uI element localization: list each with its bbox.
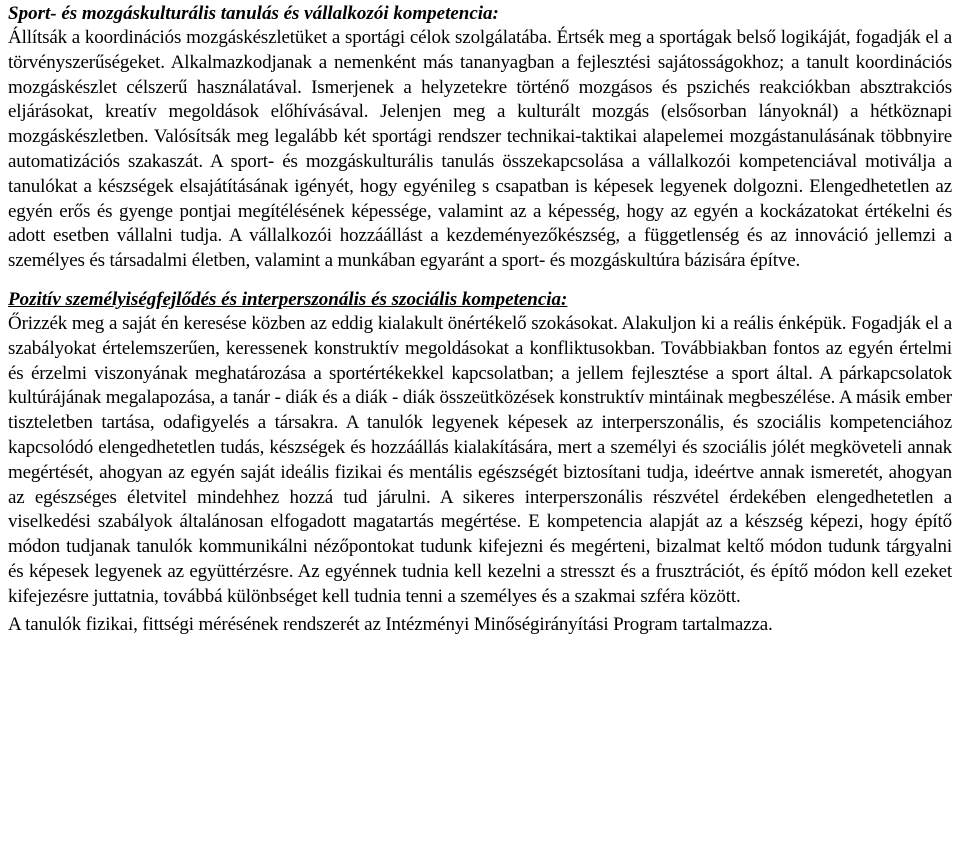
section-heading-personality: Pozitív személyiségfejlődés és interperszonális és szociális kompetencia: [8, 288, 568, 310]
section-heading-sport: Sport- és mozgáskulturális tanulás és vállalkozói kompetencia: [8, 3, 499, 24]
section-spacer [8, 274, 952, 288]
section-paragraph-sport: Állítsák a koordinációs mozgáskészletüket a sportági célok szolgálatába. Értsék meg a sportágak belső logikáját, fogadják el a törvényszerűségeket. Alkalmazkodjanak a nemenként más tananyagban a fejlesztési sajátosságokhoz; a tanult koordinációs mozgáskészlet célszerű használatával. Ismerjenek a helyzetekre történő mozgásos és pszichés reakciókban absztrakciós eljárásokat, kreatív megoldások előhívásával. Jelenjen meg a kulturált mozgás (elsősorban lányoknál) a hétköznapi mozgáskészletben. Valósítsák meg legalább két sportági rendszer technikai-taktikai alapelemei mozgástanulásának többnyire automatizációs szakaszát. A sport- és mozgáskulturális tanulás összekapcsolása a vállalkozói kompetenciával motiválja a tanulókat a készségek elsajátításának igényét, hogy egyénileg s csapatban is képesek legyenek dolgozni. Elengedhetetlen az egyén erős és gyenge pontjai megítélésének képessége, valamint az a képesség, hogy az egyén a kockázatokat értékelni és adott esetben vállalni tudja. A vállalkozói hozzáállást a kezdeményezőkészség, a függetlenség és az innováció jellemzi a személyes és társadalmi életben, valamint a munkában egyaránt a sport- és mozgáskultúra bázisára építve. [8, 27, 952, 272]
closing-paragraph: A tanulók fizikai, fittségi mérésének rendszerét az Intézményi Minőségirányítási Program tartalmazza. [8, 613, 773, 635]
section-paragraph-personality: Őrizzék meg a saját én keresése közben az eddig kialakult önértékelő szokásokat. Alakuljon ki a reális énképük. Fogadják el a szabályokat értelemszerűen, keressenek konstruktív megoldásokat a konfliktusokban. Továbbiakban fontos az egyén értelmi és érzelmi viszonyának meghatározása a sportértékekkel kapcsolatban; a jellem fejlesztése a sport által. A párkapcsolatok kultúrájának megalapozása, a tanár - diák és a diák - diák összeütközések konstruktív mintáinak megbeszélése. A másik ember tiszteletben tartása, odafigyelés a társakra. A tanulók legyenek képesek az interperszonális, és szociális kompetenciához kapcsolódó elengedhetetlen tudás, készségek és hozzáállás kialakítására, mert a személyi és szociális jólét megköveteli annak megértését, ahogyan az egyén saját ideális fizikai és mentális egészségét biztosítani tudja, ideértve annak ismeretét, ahogyan az egészséges életvitel mindehhez hozzá tud járulni. A sikeres interperszonális részvétel érdekében elengedhetetlen a viselkedési szabályok általánosan elfogadott magatartás megértése. E kompetencia alapját az a készség képezi, hogy építő módon tudjanak tanulók kommunikálni nézőpontokat tudunk kifejezni és megérteni, bizalmat keltő módon tudunk tárgyalni és képesek legyenek az együttérzésre. Az egyénnek tudnia kell kezelni a stresszt és a frusztrációt, és építő módon kell ezeket kifejezésre juttatnia, továbbá különbséget kell tudnia tenni a személyes és a szakmai szféra között. [8, 312, 952, 607]
